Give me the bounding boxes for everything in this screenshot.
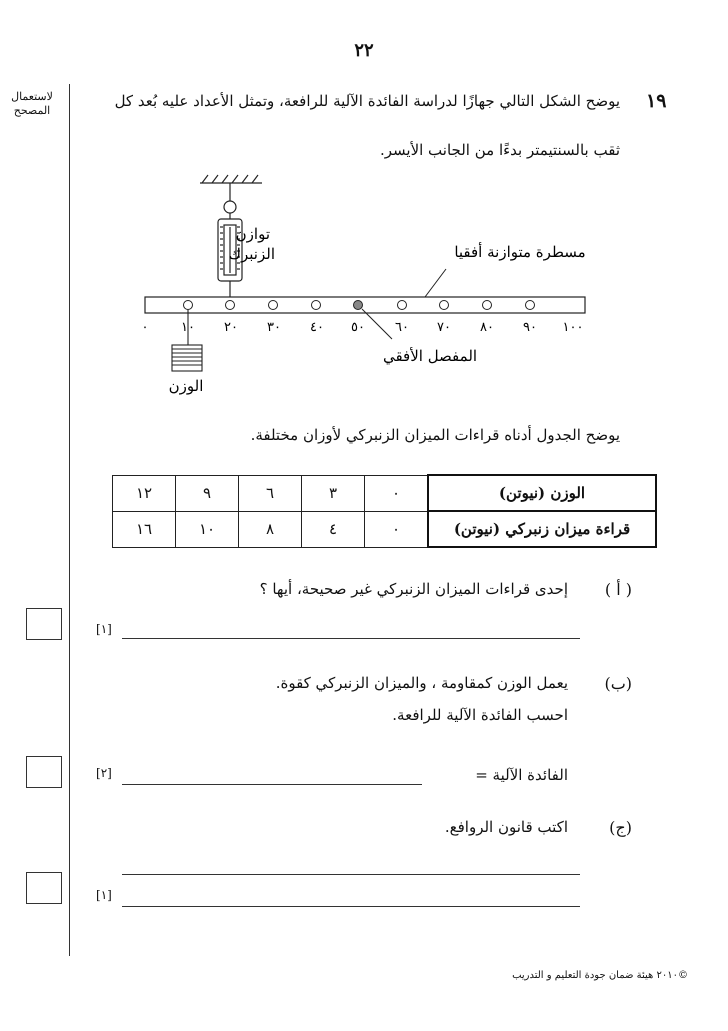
part-c-mark: [١] (96, 888, 112, 902)
copyright-footer: ©٢٠١٠ هيئة ضمان جودة التعليم و التدريب (512, 970, 688, 981)
lever-diagram (120, 165, 600, 405)
part-b-text-2: احسب الفائدة الآلية للرافعة. (392, 706, 568, 724)
ruler-hole (184, 301, 193, 310)
part-a-mark: [١] (96, 622, 112, 636)
scale-label: ٥٠ (351, 320, 365, 335)
part-c-text: اكتب قانون الروافع. (444, 818, 568, 836)
table-cell: ٩ (176, 475, 239, 511)
readings-table (112, 474, 657, 548)
part-a-text: إحدى قراءات الميزان الزنبركي غير صحيحة، أيها ؟ (259, 580, 568, 598)
ruler-hole (226, 301, 235, 310)
answer-line-a[interactable] (122, 638, 580, 639)
pivot-label: المفصل الأفقي (382, 347, 478, 365)
table-cell: ٨ (239, 511, 302, 547)
answer-line-b[interactable] (122, 784, 422, 785)
ruler-hole (483, 301, 492, 310)
question-number: ١٩ (646, 90, 667, 112)
table-cell: ٠ (365, 511, 429, 547)
table-cell: ١٢ (113, 475, 176, 511)
part-b-letter: (ب) (604, 674, 632, 693)
weight-label: الوزن (168, 377, 204, 395)
table-row-readings (113, 511, 657, 547)
page-number: ٢٢ (354, 40, 374, 61)
mechanical-advantage-label: الفائدة الآلية = (475, 766, 568, 784)
part-b-mark: [٢] (96, 766, 112, 780)
question-intro-line-1: يوضح الشكل التالي جهازًا لدراسة الفائدة الآلية للرافعة، وتمثل الأعداد عليه بُعد كل (114, 92, 620, 110)
mark-box-c (26, 872, 62, 904)
scale-label: ٢٠ (224, 320, 238, 335)
part-c-letter: (ج) (609, 818, 632, 837)
ruler-hole (312, 301, 321, 310)
question-intro-line-2: ثقب بالسنتيمتر بدءًا من الجانب الأيسر. (379, 141, 620, 159)
answer-line-c-2[interactable] (122, 906, 580, 907)
part-a-letter: ( أ ) (604, 580, 632, 599)
margin-divider (69, 84, 70, 956)
ruler-hole (398, 301, 407, 310)
ruler-hole (269, 301, 278, 310)
answer-line-c-1[interactable] (122, 874, 580, 875)
ruler-label: مسطرة متوازنة أفقيا (454, 243, 586, 261)
scale-label: ٩٠ (523, 320, 537, 335)
mark-box-b (26, 756, 62, 788)
ceiling-support (200, 175, 262, 201)
scale-label: ٧٠ (437, 320, 451, 335)
examiner-use-note: لاستعمال المصحح (11, 90, 53, 117)
table-cell: ٠ (365, 475, 429, 511)
scale-label: ١٠ (181, 320, 195, 335)
table-intro: يوضح الجدول أدناه قراءات الميزان الزنبركي لأوزان مختلفة. (250, 426, 620, 444)
spring-balance-label-line-2: الزنبرك (228, 245, 275, 263)
ruler-bar (145, 297, 585, 313)
ruler-scale (142, 320, 584, 335)
table-cell: ٤ (302, 511, 365, 547)
table-cell: ١٦ (113, 511, 176, 547)
scale-label: ٣٠ (267, 320, 281, 335)
mark-box-a (26, 608, 62, 640)
ruler-hole (440, 301, 449, 310)
pivot-point (354, 301, 363, 310)
reading-header: قراءة ميزان زنبركي (نيوتن) (428, 511, 656, 547)
spring-balance-label-line-1: توازن (235, 225, 270, 243)
scale-label: ١٠٠ (562, 320, 584, 335)
table-cell: ٣ (302, 475, 365, 511)
part-b-text-1: يعمل الوزن كمقاومة ، والميزان الزنبركي كقوة. (275, 674, 568, 692)
scale-label: ٤٠ (310, 320, 324, 335)
ruler-hole (526, 301, 535, 310)
scale-label: ٦٠ (395, 320, 409, 335)
table-cell: ٦ (239, 475, 302, 511)
scale-label: ٨٠ (480, 320, 494, 335)
scale-label: ٠ (141, 320, 149, 335)
weight-header: الوزن (نيوتن) (428, 475, 656, 511)
table-cell: ١٠ (176, 511, 239, 547)
table-row-weights (113, 475, 657, 511)
